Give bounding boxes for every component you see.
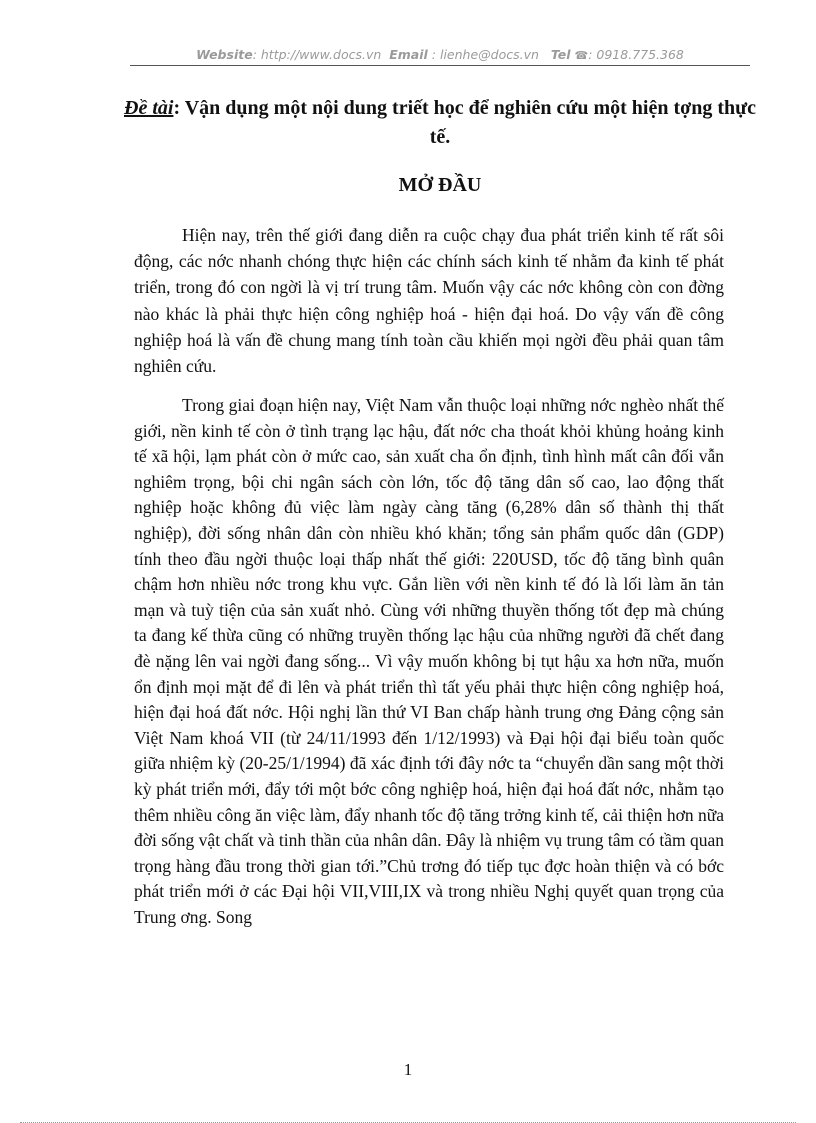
page-number: 1 [403, 1060, 413, 1079]
header-rule [130, 65, 750, 66]
title-text: : Vận dụng một nội dung triết học để nghiên cứu một hiện tợng thực tế. [173, 97, 756, 148]
tel-value: : 0918.775.368 [588, 47, 684, 62]
tel-label: Tel [550, 47, 571, 62]
title-label: Đề tài [124, 97, 174, 119]
section-heading: MỞ ĐẦU [398, 174, 482, 196]
phone-icon: ☎ [574, 49, 589, 62]
website-label: Website [196, 47, 253, 62]
body-paragraph-2: Trong giai đoạn hiện nay, Việt Nam vẫn thuộc loại những nớc nghèo nhất thế giới, nền kinh tế còn ở tình trạng lạc hậu, đất nớc cha thoát khỏi khủng hoảng kinh tế xã hội, lạm phát còn ở mức cao, sản xuất cha ổn định, tình hình mất cân đối vẫn nghiêm trọng, bội chi ngân sách còn lớn, tốc độ tăng dân số cao, lao động thất nghiệp hoặc không đủ việc làm ngày càng tăng (6,28% dân số thành thị thất nghiệp), đời sống nhân dân còn nhiều khó khăn; tổng sản phẩm quốc dân (GDP) tính theo đầu ngời thuộc loại thấp nhất thế giới: 220USD, tốc độ tăng bình quân chậm hơn nhiều nớc trong khu vực. Gắn liền với nền kinh tế đó là lối làm ăn tản mạn và tuỳ tiện của sản xuất nhỏ. Cùng với những thuyền thống tốt đẹp mà chúng ta đang kế thừa cũng có những truyền thống lạc hậu của những người đã chết đang đè nặng lên vai ngời đang sống... Vì vậy muốn không bị tụt hậu xa hơn nữa, muốn ổn định mọi mặt để đi lên và phát triển thì tất yếu phải thực hiện công nghiệp hoá, hiện đại hoá đất nớc. Hội nghị lần thứ VI Ban chấp hành trung ơng Đảng cộng sản Việt Nam khoá VII (từ 24/11/1993 đến 1/12/1993) và Đại hội đại biểu toàn quốc giữa nhiệm kỳ (20-25/1/1994) đã xác định tới đây nớc ta “chuyển dần sang một thời kỳ phát triển mới, đẩy tới một bớc công nghiệp hoá, hiện đại hoá đất nớc, nhằm tạo thêm nhiều công ăn việc làm, đẩy nhanh tốc độ tăng trởng kinh tế, cải thiện hơn nữa đời sống vật chất và tinh thần của nhân dân. Đây là nhiệm vụ trung tâm có tầm quan trọng hàng đầu trong thời gian tới.”Chủ trơng đó tiếp tục đợc hoàn thiện và có bớc phát triển mới ở các Đại hội VII,VIII,IX và trong nhiều Nghị quyết quan trọng của Trung ơng. Song [134, 395, 725, 927]
body-paragraph-1: Hiện nay, trên thế giới đang diễn ra cuộc chạy đua phát triển kinh tế rất sôi động, các nớc nhanh chóng thực hiện các chính sách kinh tế nhằm đa kinh tế phát triển, trong đó con ngời là vị trí trung tâm. Muốn vậy các nớc không còn con đờng nào khác là phải thực hiện công nghiệp hoá - hiện đại hoá. Do vậy vấn đề công nghiệp hoá là vấn đề chung mang tính toàn cầu khiến mọi ngời đều phải quan tâm nghiên cứu. [134, 225, 724, 377]
email-value: : lienhe@docs.vn [431, 47, 539, 62]
email-label: Email [389, 47, 428, 62]
document-title [120, 94, 760, 152]
website-value: : http://www.docs.vn [252, 47, 382, 62]
page-header [130, 47, 750, 62]
